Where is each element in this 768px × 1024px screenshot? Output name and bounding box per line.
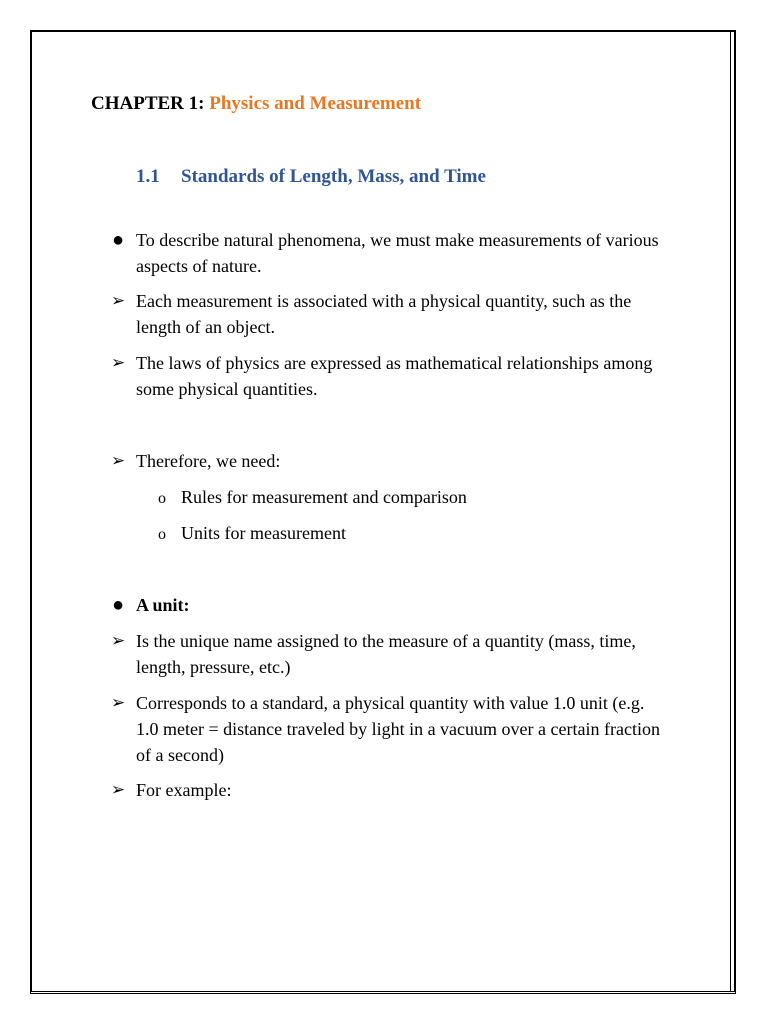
list-item xyxy=(111,448,671,474)
list-item-text: For example: xyxy=(136,780,232,800)
list-item xyxy=(111,628,671,680)
sub-list-item xyxy=(158,484,467,512)
bullet-icon: ● xyxy=(112,594,125,616)
list-item-text: Is the unique name assigned to the measure of a quantity (mass, time, length, pressure, etc.) xyxy=(136,631,636,677)
list-item-text: The laws of physics are expressed as mathematical relationships among some physical quantities. xyxy=(136,353,653,399)
section-number: 1.1 xyxy=(136,166,160,187)
list-item-text: Corresponds to a standard, a physical quantity with value 1.0 unit (e.g. 1.0 meter = distance traveled by light in a vacuum over a certain fraction of a second) xyxy=(136,693,660,765)
chapter-prefix: CHAPTER 1: xyxy=(91,93,205,114)
list-item xyxy=(111,288,671,340)
sub-list-item-text: Units for measurement xyxy=(181,523,346,543)
arrow-bullet-icon: ➢ xyxy=(111,353,126,372)
section-title: Standards of Length, Mass, and Time xyxy=(181,166,486,187)
chapter-title: Physics and Measurement xyxy=(209,93,422,114)
page-border-inner-line xyxy=(730,32,731,992)
arrow-bullet-icon: ➢ xyxy=(111,780,126,799)
sub-list-item xyxy=(158,520,346,548)
bullet-icon: ● xyxy=(112,229,125,251)
sub-list-item-text: Rules for measurement and comparison xyxy=(181,487,467,507)
list-item xyxy=(111,350,671,402)
list-item-text: To describe natural phenomena, we must make measurements of various aspects of nature. xyxy=(136,230,659,276)
circle-bullet-icon: o xyxy=(158,526,166,543)
arrow-bullet-icon: ➢ xyxy=(111,451,126,470)
list-item xyxy=(111,227,671,279)
list-item xyxy=(111,777,671,803)
circle-bullet-icon: o xyxy=(158,490,166,507)
list-item xyxy=(111,592,671,618)
arrow-bullet-icon: ➢ xyxy=(111,631,126,650)
list-item-text: A unit: xyxy=(136,595,190,615)
list-item-text: Therefore, we need: xyxy=(136,451,281,471)
section-heading xyxy=(136,166,486,188)
list-item-text: Each measurement is associated with a physical quantity, such as the length of an object. xyxy=(136,291,632,337)
arrow-bullet-icon: ➢ xyxy=(111,693,126,712)
chapter-heading xyxy=(91,93,421,115)
list-item xyxy=(111,690,671,768)
arrow-bullet-icon: ➢ xyxy=(111,291,126,310)
